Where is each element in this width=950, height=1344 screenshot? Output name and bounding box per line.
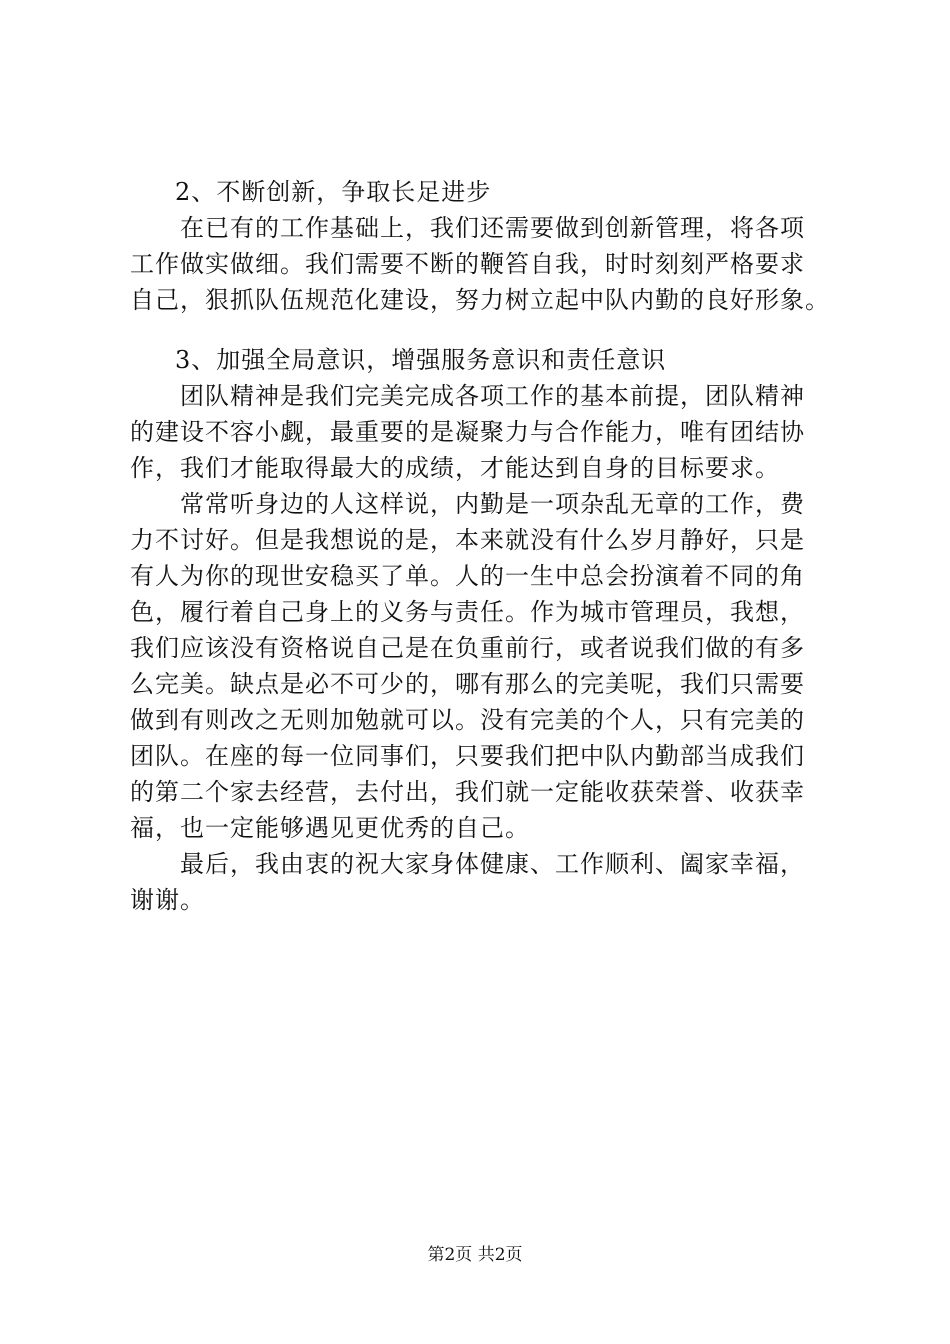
section-gap <box>130 318 850 342</box>
paragraph-line: 最后，我由衷的祝大家身体健康、工作顺利、阖家幸福， <box>180 850 805 878</box>
document-body <box>130 174 850 918</box>
section-heading-2: 2、不断创新，争取长足进步 <box>175 178 492 206</box>
paragraph-line: 团队精神是我们完美完成各项工作的基本前提，团队精神 <box>180 382 805 410</box>
section-heading-3: 3、加强全局意识，增强服务意识和责任意识 <box>175 346 667 374</box>
paragraph-line: 自己，狠抓队伍规范化建设，努力树立起中队内勤的良好形象。 <box>130 286 830 314</box>
paragraph-line: 力不讨好。但是我想说的是，本来就没有什么岁月静好，只是 <box>130 526 805 554</box>
paragraph-line: 团队。在座的每一位同事们，只要我们把中队内勤部当成我们 <box>130 742 805 770</box>
paragraph-line: 谢谢。 <box>130 886 205 914</box>
paragraph-line: 有人为你的现世安稳买了单。人的一生中总会扮演着不同的角 <box>130 562 805 590</box>
paragraph-line: 工作做实做细。我们需要不断的鞭笞自我，时时刻刻严格要求 <box>130 250 805 278</box>
paragraph-line: 做到有则改之无则加勉就可以。没有完美的个人，只有完美的 <box>130 706 805 734</box>
paragraph-line: 的第二个家去经营，去付出，我们就一定能收获荣誉、收获幸 <box>130 778 805 806</box>
paragraph-line: 色，履行着自己身上的义务与责任。作为城市管理员，我想， <box>130 598 805 626</box>
paragraph-line: 么完美。缺点是必不可少的，哪有那么的完美呢，我们只需要 <box>130 670 805 698</box>
paragraph-line: 作，我们才能取得最大的成绩，才能达到自身的目标要求。 <box>130 454 780 482</box>
page-number-footer: 第2页 共2页 <box>427 1245 523 1265</box>
paragraph-line: 福，也一定能够遇见更优秀的自己。 <box>130 814 530 842</box>
paragraph-line: 我们应该没有资格说自己是在负重前行，或者说我们做的有多 <box>130 634 805 662</box>
paragraph-line: 的建设不容小觑，最重要的是凝聚力与合作能力，唯有团结协 <box>130 418 805 446</box>
paragraph-line: 在已有的工作基础上，我们还需要做到创新管理，将各项 <box>180 214 805 242</box>
paragraph-line: 常常听身边的人这样说，内勤是一项杂乱无章的工作，费 <box>180 490 805 518</box>
